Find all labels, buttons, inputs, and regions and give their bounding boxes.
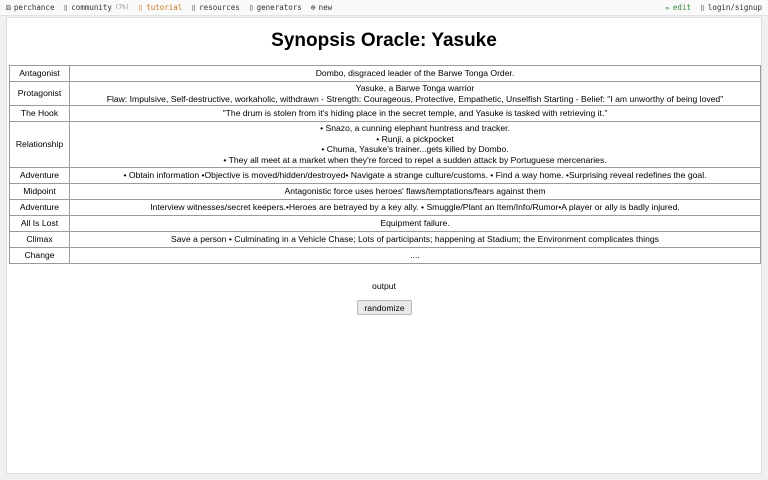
nav-generators-label: generators — [256, 3, 302, 12]
nav-tutorial[interactable] — [138, 3, 182, 12]
community-count-badge: (7h) — [114, 4, 130, 11]
nav-new[interactable] — [311, 3, 332, 12]
row-value-line: "The drum is stolen from it's hiding place in the secret temple, and Yasuke is tasked with retrieving it." — [222, 108, 608, 119]
nav-edit-label: edit — [672, 3, 691, 12]
row-value-line: Interview witnesses/secret keepers.•Heroes are betrayed by a key ally. • Smuggle/Plant an Item/Info/Rumor•A player or ally is badly injured. — [150, 201, 680, 212]
row-value — [70, 122, 761, 167]
nav-perchance-label: perchance — [13, 3, 55, 12]
row-value — [70, 106, 761, 122]
nav-community[interactable] — [63, 3, 129, 12]
top-nav-bar — [0, 0, 768, 16]
list-icon: ▯ — [248, 3, 254, 12]
chat-icon: ▯ — [63, 3, 69, 12]
row-label: Adventure — [10, 167, 70, 183]
row-value-line: Save a person • Culminating in a Vehicle Chase; Lots of participants; happening at Stadium; the Environment complicates things — [171, 233, 659, 244]
row-value-line: Antagonistic force uses heroes' flaws/temptations/fears against them — [284, 185, 546, 196]
row-value — [70, 231, 761, 247]
row-value-line: • Obtain information •Objective is moved/hidden/destroyed• Navigate a strange culture/customs. • Find a way home. •Surprising reveal redefines the goal. — [123, 169, 707, 180]
synopsis-table-body — [10, 66, 761, 264]
row-value — [70, 66, 761, 82]
table-row — [10, 183, 761, 199]
nav-resources[interactable] — [191, 3, 239, 12]
table-row — [10, 247, 761, 263]
output-label: output — [372, 281, 396, 291]
table-row — [10, 215, 761, 231]
row-label: All Is Lost — [10, 215, 70, 231]
row-value-line: • Snazo, a cunning elephant huntress and tracker. — [320, 123, 510, 134]
table-row — [10, 199, 761, 215]
plus-circle-icon: ⊕ — [310, 3, 316, 12]
row-label: Protagonist — [10, 82, 70, 106]
row-value-line: Equipment failure. — [380, 217, 450, 228]
row-value-line: • They all meet at a market when they're forced to repel a sudden attack by Portuguese mercenaries. — [223, 154, 607, 165]
user-icon: ▯ — [699, 3, 705, 12]
row-label: The Hook — [10, 106, 70, 122]
row-label: Antagonist — [10, 66, 70, 82]
table-row — [10, 231, 761, 247]
synopsis-table — [9, 65, 761, 264]
row-value — [70, 82, 761, 106]
nav-resources-label: resources — [199, 3, 240, 12]
table-row — [10, 106, 761, 122]
table-row — [10, 66, 761, 82]
row-label: Relationship — [10, 122, 70, 167]
row-value-line: .... — [410, 249, 420, 260]
page-title: Synopsis Oracle: Yasuke — [271, 30, 497, 51]
row-value-line: • Chuma, Yasuke's trainer...gets killed by Dombo. — [321, 144, 509, 155]
row-value — [70, 199, 761, 215]
row-label: Climax — [10, 231, 70, 247]
nav-perchance-home[interactable] — [6, 3, 54, 12]
nav-login-label: login/signup — [707, 3, 762, 12]
randomize-button[interactable]: randomize — [357, 300, 412, 315]
row-value — [70, 167, 761, 183]
nav-tutorial-label: tutorial — [146, 3, 183, 12]
generator-panel — [6, 17, 762, 474]
row-label: Midpoint — [10, 183, 70, 199]
table-row — [10, 122, 761, 167]
nav-new-label: new — [318, 3, 333, 12]
row-label: Adventure — [10, 199, 70, 215]
row-value-line: Flaw: Impulsive, Self-destructive, workaholic, withdrawn - Strength: Courageous, Protective, Empathetic, Unselfish Starting - Belief: "I am unworthy of being loved" — [106, 93, 724, 104]
row-value — [70, 215, 761, 231]
folder-icon: ▯ — [191, 3, 197, 12]
table-row — [10, 167, 761, 183]
book-icon: ▯ — [138, 3, 144, 12]
row-value — [70, 247, 761, 263]
nav-edit[interactable] — [665, 3, 691, 12]
nav-community-label: community — [71, 3, 112, 12]
row-label: Change — [10, 247, 70, 263]
row-value — [70, 183, 761, 199]
nav-login-signup[interactable] — [700, 3, 762, 12]
die-icon: ⚄ — [6, 3, 11, 12]
table-row — [10, 82, 761, 106]
nav-generators[interactable] — [249, 3, 302, 12]
row-value-line: Dombo, disgraced leader of the Barwe Tonga Order. — [315, 68, 515, 79]
row-value-line: Yasuke, a Barwe Tonga warrior — [355, 83, 475, 93]
row-value-line: • Runji, a pickpocket — [376, 133, 454, 144]
pencil-icon: ✏ — [665, 3, 670, 12]
